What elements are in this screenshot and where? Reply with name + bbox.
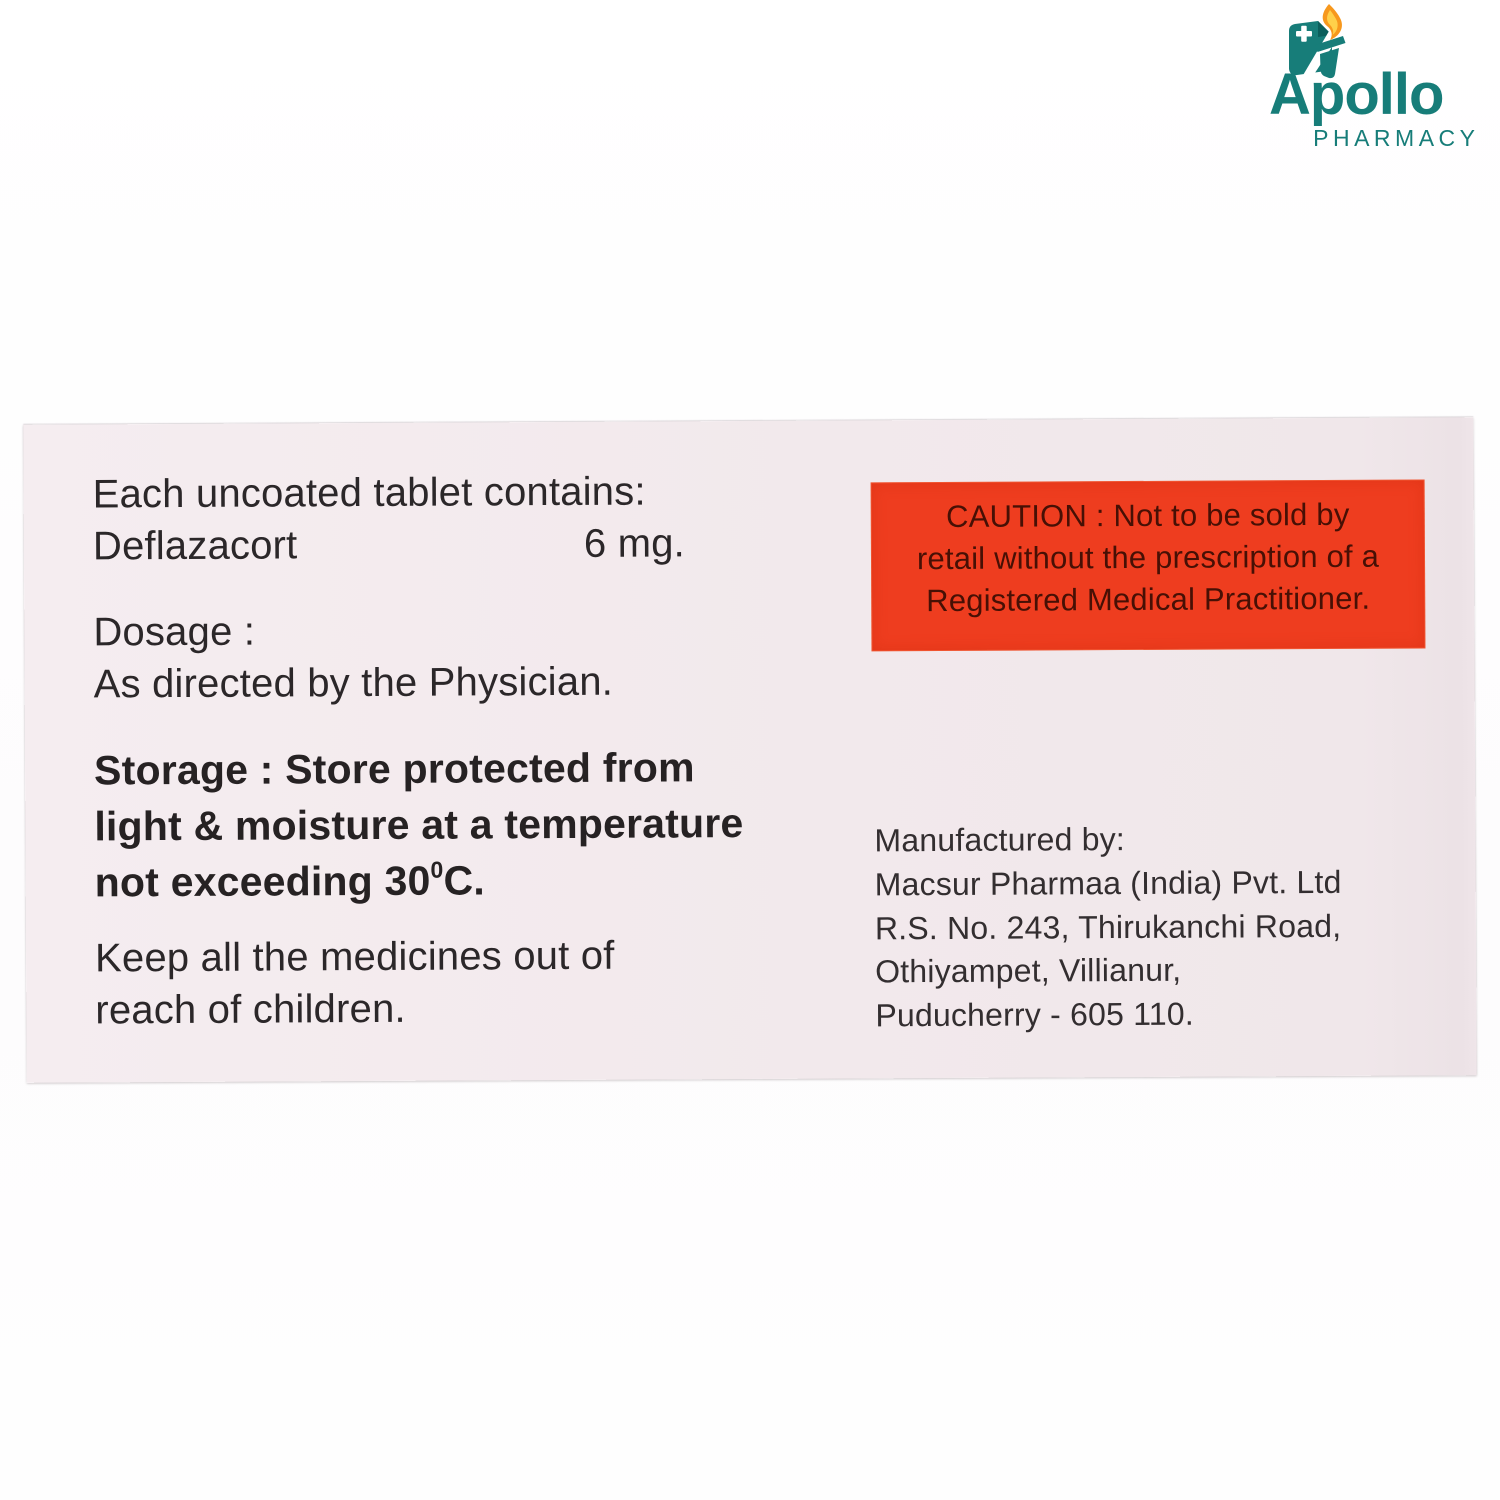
storage-block (94, 739, 744, 910)
ingredient-name: Deflazacort (92, 523, 298, 569)
storage-line-1: Storage : Store protected from (93, 744, 695, 794)
dosage-text: As directed by the Physician. (93, 659, 614, 707)
composition-block (93, 465, 686, 572)
keep-line-2: reach of children. (95, 986, 406, 1033)
medicine-box-back-panel (23, 417, 1476, 1083)
brand-subtitle: PHARMACY (1313, 125, 1480, 151)
caution-line-3: Registered Medical Practitioner. (926, 580, 1371, 619)
mfg-line-3: R.S. No. 243, Thirukanchi Road, (874, 907, 1342, 946)
brand-name: Apollo (1269, 62, 1444, 127)
mfg-line-5: Puducherry - 605 110. (875, 995, 1194, 1034)
composition-row (93, 517, 685, 572)
storage-line-3: not exceeding $30^0C$. (94, 856, 486, 906)
storage-line-2: light & moisture at a temperature (94, 800, 744, 850)
mfg-line-2: Macsur Pharmaa (India) Pvt. Ltd (874, 863, 1342, 903)
dosage-block (93, 604, 613, 711)
degree-superscript: 0 (430, 856, 444, 883)
caution-line-1: CAUTION : Not to be sold by (946, 496, 1350, 534)
caution-label (871, 479, 1426, 651)
caution-line-2: retail without the prescription of a (916, 538, 1380, 577)
ingredient-strength: 6 mg. (583, 521, 686, 566)
keep-away-warning (95, 930, 615, 1037)
composition-header: Each uncoated tablet contains: (92, 469, 646, 517)
manufacturer-address (874, 817, 1342, 1038)
mfg-line-4: Othiyampet, Villianur, (875, 952, 1182, 990)
dosage-label: Dosage : (93, 609, 256, 655)
mfg-line-1: Manufactured by: (874, 821, 1126, 859)
keep-line-1: Keep all the medicines out of (94, 933, 615, 981)
apollo-pharmacy-logo (1269, 4, 1480, 152)
